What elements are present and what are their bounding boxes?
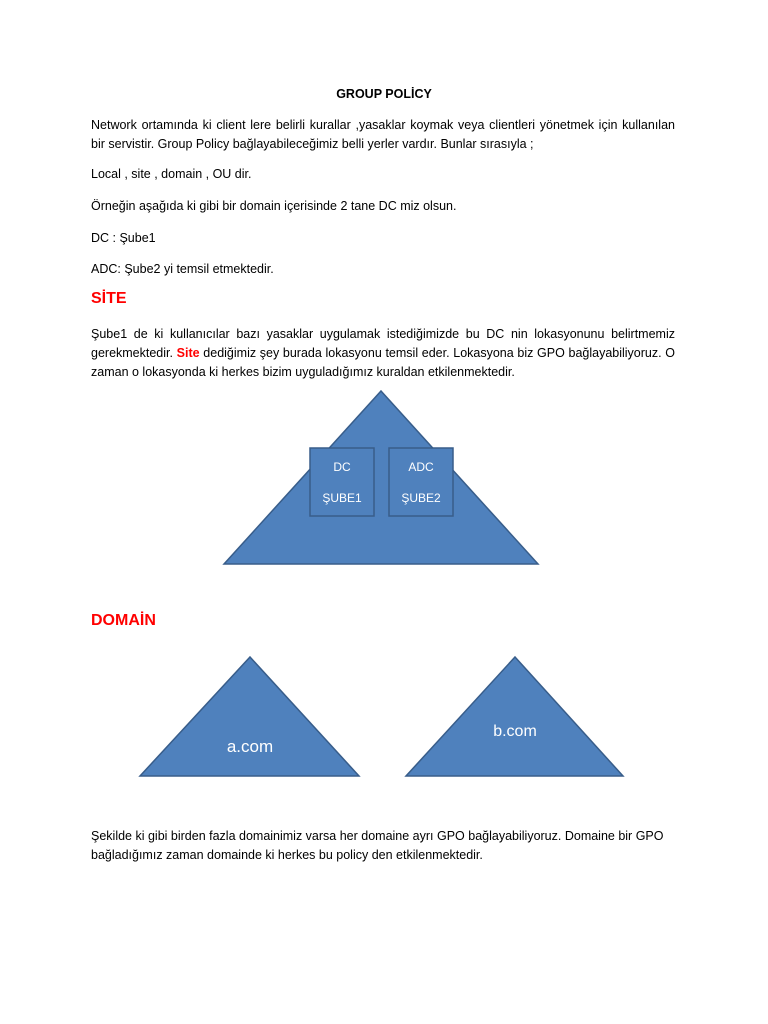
- dc-box: [310, 448, 374, 516]
- domain-triangle-b: [406, 657, 623, 776]
- adc-line: ADC: Şube2 yi temsil etmektedir.: [91, 262, 274, 276]
- domain-diagram: [140, 657, 623, 776]
- site-paragraph-part2: dediğimiz şey burada lokasyonu temsil eder. Lokasyona biz GPO bağlayabiliyoruz. O zaman o lokasyonda ki herkes bizim uyguladığımız kuraldan etkilenmektedir.: [91, 346, 675, 379]
- domain-heading: DOMAİN: [91, 612, 156, 629]
- adc-box-label: ADC: [408, 460, 434, 474]
- site-triangle: [224, 391, 538, 564]
- site-keyword: Site: [176, 346, 200, 360]
- dc-box-label: DC: [333, 460, 351, 474]
- domain-b-label: b.com: [493, 723, 537, 740]
- example-line: Örneğin aşağıda ki gibi bir domain içerisinde 2 tane DC miz olsun.: [91, 199, 457, 213]
- adc-box-sublabel: ŞUBE2: [401, 491, 441, 505]
- document-title: GROUP POLİCY: [336, 87, 432, 101]
- domain-triangle-a: [140, 657, 359, 776]
- dc-box-sublabel: ŞUBE1: [322, 491, 362, 505]
- site-paragraph-part1: Şube1 de ki kullanıcılar bazı yasaklar uygulamak istediğimizde bu DC nin lokasyonunu belirtmemiz gerekmektedir.: [91, 327, 675, 360]
- intro-paragraph: Network ortamında ki client lere belirli kurallar ,yasaklar koymak veya clientleri yönetmek için kullanılan bir servistir. Group Policy bağlayabileceğimiz belli yerler vardır. Bunlar sırasıyla ;: [91, 118, 675, 151]
- dc-line: DC : Şube1: [91, 231, 156, 245]
- adc-box: [389, 448, 453, 516]
- site-heading: SİTE: [91, 290, 127, 307]
- site-diagram: [224, 391, 538, 564]
- domain-paragraph: Şekilde ki gibi birden fazla domainimiz varsa her domaine ayrı GPO bağlayabiliyoruz. Domaine bir GPO bağladığımız zaman domainde ki herkes bu policy den etkilenmektedir.: [91, 829, 664, 862]
- domain-a-label: a.com: [226, 737, 274, 756]
- levels-line: Local , site , domain , OU dir.: [91, 167, 252, 181]
